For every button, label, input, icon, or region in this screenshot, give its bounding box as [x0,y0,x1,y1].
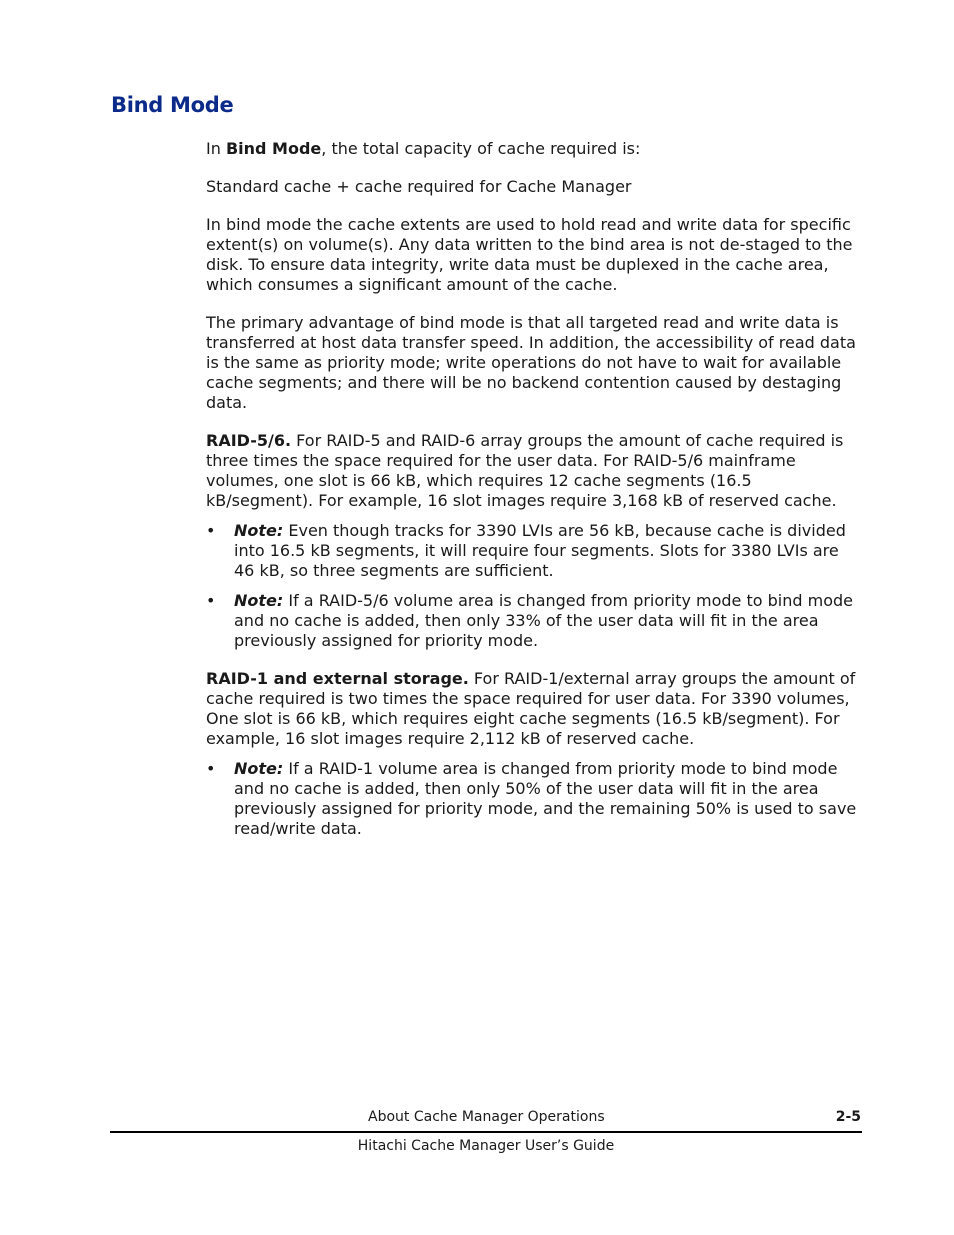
bullet-icon: • [206,591,216,610]
note-label: Note: [234,521,284,540]
note-text: If a RAID-5/6 volume area is changed from priority mode to bind mode and no cache is added, then only 33% of the user data will fit in the area previously assigned for priority mode. [234,591,853,650]
intro-term: Bind Mode [225,139,322,158]
raid56-notes-list [206,521,862,651]
note-text: If a RAID-1 volume area is changed from priority mode to bind mode and no cache is added, then only 50% of the user data will fit in the area previously assigned for priority mode, and the remaining 50% is used to save read/write data. [234,759,857,838]
raid1-label: RAID-1 and external storage. [206,669,469,688]
note-text: Even though tracks for 3390 LVIs are 56 kB, because cache is divided into 16.5 kB segments, it will require four segments. Slots for 3380 LVIs are 46 kB, so three segments are sufficient. [234,521,846,580]
footer-divider [110,1131,862,1133]
intro-paragraph [206,139,862,159]
section-heading: Bind Mode [111,93,234,117]
raid1-paragraph [206,669,862,749]
intro-suffix: , the total capacity of cache required is: [321,139,641,158]
note-label: Note: [234,591,284,610]
raid1-text: For RAID-1/external array groups the amount of cache required is two times the space required for user data. For 3390 volumes, One slot is 66 kB, which requires eight cache segments (16.5 kB/segment). For example, 16 slot images require 2,112 kB of reserved cache. [206,669,856,748]
bullet-icon: • [206,759,216,778]
body-content [206,139,862,857]
raid56-text: For RAID-5 and RAID-6 array groups the amount of cache required is three times the space required for the user data. For RAID-5/6 mainframe volumes, one slot is 66 kB, which requires 12 cache segments (16.5 kB/segment). For example, 16 slot images require 3,168 kB of reserved cache. [206,431,844,510]
raid56-label: RAID-5/6. [206,431,292,450]
raid1-notes-list [206,759,862,839]
raid56-paragraph [206,431,862,511]
list-item [206,759,862,839]
intro-prefix: In [206,139,226,158]
note-label: Note: [234,759,284,778]
bullet-icon: • [206,521,216,540]
list-item [206,591,862,651]
formula-paragraph: Standard cache + cache required for Cache Manager [206,177,632,196]
advantage-paragraph: The primary advantage of bind mode is that all targeted read and write data is transferred at host data transfer speed. In addition, the accessibility of read data is the same as priority mode; write operations do not have to wait for available cache segments; and there will be no backend contention caused by destaging data. [206,313,856,412]
footer-page-number: 2-5 [835,1109,861,1125]
footer-guide-title-row [0,1138,954,1154]
extents-paragraph: In bind mode the cache extents are used to hold read and write data for specific extent(s) on volume(s). Any data written to the bind area is not de-staged to the disk. To ensure data integrity, write data must be duplexed in the cache area, which consumes a significant amount of the cache. [206,215,853,294]
footer-section-title: About Cache Manager Operations [368,1109,605,1125]
footer-guide-title: Hitachi Cache Manager User’s Guide [357,1138,615,1154]
list-item [206,521,862,581]
